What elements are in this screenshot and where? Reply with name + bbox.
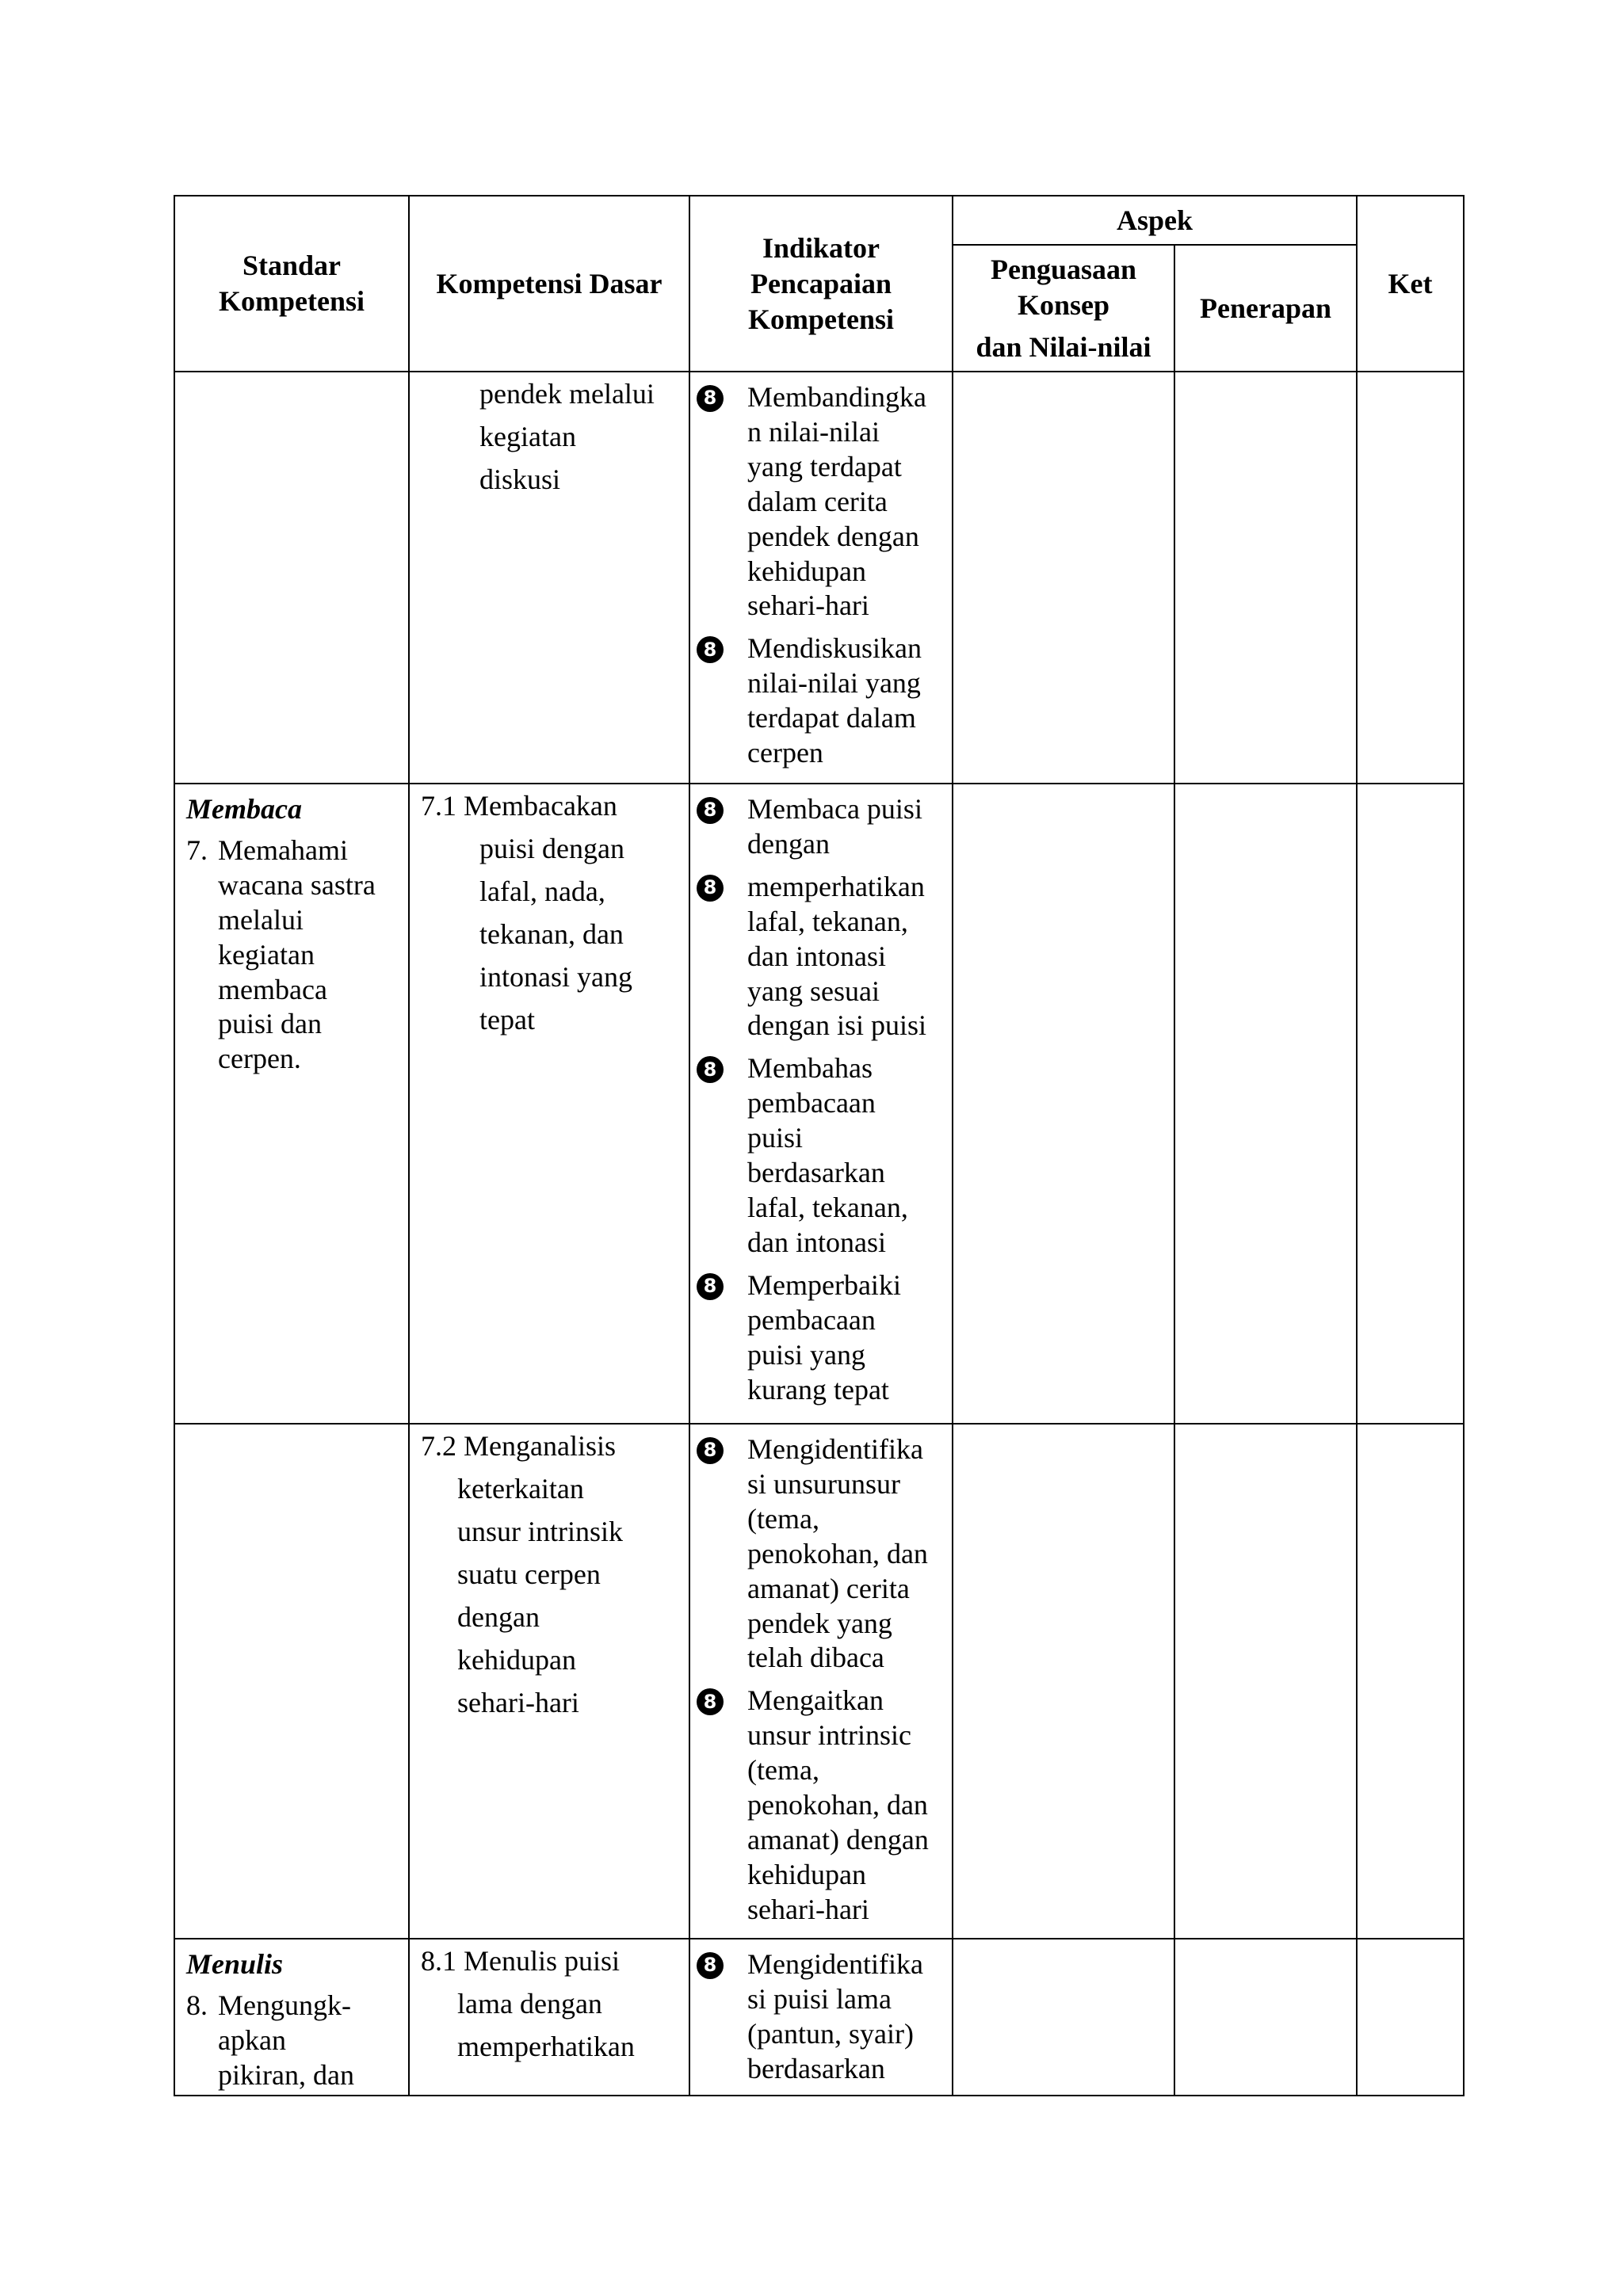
kd-first-line: Membacakan	[464, 790, 617, 822]
numbered-bullet-icon: 8	[697, 875, 724, 902]
numbered-bullet-icon: 8	[697, 1273, 724, 1300]
table-body	[174, 372, 1464, 2096]
numbered-bullet-icon: 8	[697, 1952, 724, 1979]
indicator-text: Mendiskusikan nilai-nilai yang terdapat dalam cerpen	[747, 632, 922, 769]
indicator-item	[697, 792, 941, 862]
cell-penerapan	[1174, 1424, 1357, 1939]
kd-number: 8.1	[421, 1945, 464, 1977]
numbered-bullet-icon: 8	[697, 1056, 724, 1083]
indicator-text: Mengidentifika si puisi lama (pantun, syair) berdasarkan	[747, 1948, 923, 2084]
numbered-bullet-icon: 8	[697, 636, 724, 663]
table-row	[174, 372, 1464, 784]
cell-indikator	[689, 1939, 953, 2096]
cell-kompetensi-dasar	[409, 1939, 689, 2096]
cell-kompetensi-dasar	[409, 1424, 689, 1939]
header-penguasaan-konsep: Penguasaan Konsep dan Nilai-nilai	[953, 245, 1174, 372]
indicator-item	[697, 1947, 941, 2087]
kd-text: puisi dengan lafal, nada, tekanan, dan intonasi yang tepat	[479, 833, 632, 1035]
sk-text: Memahami wacana sastra melalui kegiatan membaca puisi dan cerpen.	[218, 833, 376, 1075]
numbered-bullet-icon: 8	[697, 1688, 724, 1715]
cell-penguasaan-konsep	[953, 1424, 1174, 1939]
cell-kompetensi-dasar	[409, 372, 689, 784]
indicator-text: Membahas pembacaan puisi berdasarkan lafal, tekanan, dan intonasi	[747, 1052, 908, 1258]
header-penerapan: Penerapan	[1174, 245, 1357, 372]
header-kompetensi-dasar: Kompetensi Dasar	[409, 196, 689, 372]
kd-first-line: Menulis puisi	[464, 1945, 621, 1977]
kd-text: lama dengan memperhatikan	[457, 1988, 635, 2062]
cell-penguasaan-konsep	[953, 372, 1174, 784]
table-row	[174, 1939, 1464, 2096]
cell-standar-kompetensi	[174, 372, 409, 784]
kd-number: 7.1	[421, 790, 464, 822]
cell-ket	[1357, 372, 1464, 784]
indicator-item	[697, 631, 941, 771]
indicator-item	[697, 1051, 941, 1260]
sk-heading: Menulis	[186, 1948, 284, 1980]
kd-text: pendek melalui kegiatan diskusi	[479, 378, 655, 495]
indicator-text: Membaca puisi dengan	[747, 793, 922, 860]
indicator-item	[697, 870, 941, 1044]
cell-penerapan	[1174, 1939, 1357, 2096]
indicator-item	[697, 380, 941, 624]
cell-kompetensi-dasar	[409, 784, 689, 1424]
header-aspek: Aspek	[953, 196, 1357, 245]
numbered-bullet-icon: 8	[697, 1437, 724, 1464]
numbered-bullet-icon: 8	[697, 797, 724, 824]
indicator-item	[697, 1684, 941, 1927]
cell-standar-kompetensi	[174, 1939, 409, 2096]
indicator-text: Mengidentifika si unsurunsur (tema, penokohan, dan amanat) cerita pendek yang telah dibaca	[747, 1433, 928, 1674]
sk-number: 7.	[186, 833, 208, 866]
indicator-text: Memperbaiki pembacaan puisi yang kurang tepat	[747, 1268, 901, 1405]
cell-penerapan	[1174, 372, 1357, 784]
cell-ket	[1357, 1939, 1464, 2096]
curriculum-table	[174, 195, 1465, 2096]
table-row	[174, 784, 1464, 1424]
sk-number: 8.	[186, 1989, 208, 2021]
sk-text: Mengungk- apkan pikiran, dan	[218, 1989, 354, 2091]
cell-indikator	[689, 372, 953, 784]
cell-penerapan	[1174, 784, 1357, 1424]
header-indikator: Indikator Pencapaian Kompetensi	[689, 196, 953, 372]
cell-indikator	[689, 784, 953, 1424]
indicator-text: Membandingka n nilai-nilai yang terdapat dalam cerita pendek dengan kehidupan sehari-hari	[747, 381, 926, 622]
indicator-item	[697, 1432, 941, 1676]
kd-text: keterkaitan unsur intrinsik suatu cerpen dengan kehidupan sehari-hari	[457, 1473, 624, 1718]
cell-standar-kompetensi	[174, 1424, 409, 1939]
indicator-item	[697, 1268, 941, 1408]
cell-indikator	[689, 1424, 953, 1939]
header-ket: Ket	[1357, 196, 1464, 372]
kd-first-line: Menganalisis	[464, 1430, 616, 1462]
cell-penguasaan-konsep	[953, 784, 1174, 1424]
table-row	[174, 1424, 1464, 1939]
numbered-bullet-icon: 8	[697, 385, 724, 412]
sk-heading: Membaca	[186, 793, 302, 825]
cell-penguasaan-konsep	[953, 1939, 1174, 2096]
cell-ket	[1357, 1424, 1464, 1939]
cell-standar-kompetensi	[174, 784, 409, 1424]
indicator-text: memperhatikan lafal, tekanan, dan intonasi yang sesuai dengan isi puisi	[747, 870, 926, 1042]
kd-number: 7.2	[421, 1430, 464, 1462]
indicator-text: Mengaitkan unsur intrinsic (tema, penokohan, dan amanat) dengan kehidupan sehari-hari	[747, 1684, 929, 1925]
cell-ket	[1357, 784, 1464, 1424]
header-standar-kompetensi: Standar Kompetensi	[174, 196, 409, 372]
